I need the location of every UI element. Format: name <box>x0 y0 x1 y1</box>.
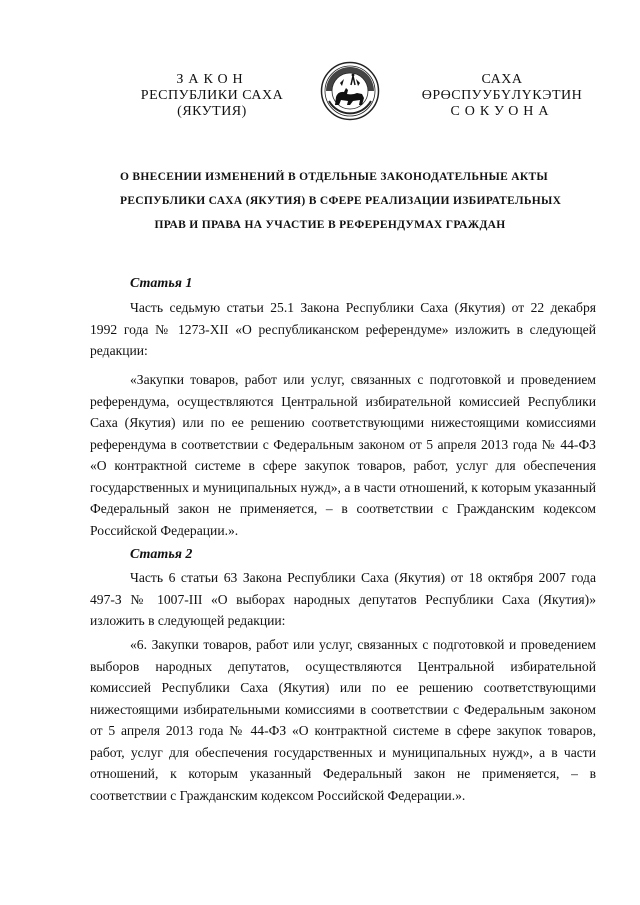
coat-of-arms-icon <box>320 61 380 121</box>
article-2-paragraph-2: «6. Закупки товаров, работ или услуг, связанных с подготовкой и проведением выборов народных депутатов, осуществляются Центральной избирательной комиссией Республики Саха (Якутия) или по ее решению соответствующими нижестоящими избирательными комиссиями в соответствии с Федеральным законом от 5 апреля 2013 года № 44-ФЗ «О контрактной системе в сфере закупок товаров, работ, услуг для обеспечения государственных и муниципальных нужд», а в части отношений, к которым указанный Федеральный закон не применяется, – в соответствии с Гражданским кодексом Российской Федерации.». <box>90 637 596 803</box>
article-2-heading: Статья 2 <box>130 547 193 562</box>
title-line-3: ПРАВ И ПРАВА НА УЧАСТИЕ В РЕФЕРЕНДУМАХ ГРАЖДАН <box>154 219 506 231</box>
article-1-paragraph-2: «Закупки товаров, работ или услуг, связанных с подготовкой и проведением референдума, осуществляются Центральной избирательной комиссией Республики Саха (Якутия) или по ее решению соответствующими нижестоящими комиссиями референдума в соответствии с Федеральным законом от 5 апреля 2013 года № 44-ФЗ «О контрактной системе в сфере закупок товаров, работ, услуг для обеспечения государственных и муниципальных нужд», а в части отношений, к которым указанный Федеральный закон не применяется, – в соответствии с Гражданским кодексом Российской Федерации.». <box>90 372 596 538</box>
law-header-yakut <box>402 72 602 120</box>
law-title <box>120 165 562 237</box>
article-1-heading: Статья 1 <box>130 276 193 291</box>
header-republic-name: РЕСПУБЛИКИ САХА (ЯКУТИЯ) <box>140 88 284 119</box>
header-law-word: ЗАКОН <box>176 72 248 87</box>
article-2-paragraph-1: Часть 6 статьи 63 Закона Республики Саха (Якутия) от 18 октября 2007 года 497-З № 1007-III «О выборах народных депутатов Республики Саха (Якутия)» изложить в следующей редакции: <box>90 570 596 628</box>
article-1-paragraph-1: Часть седьмую статьи 25.1 Закона Республики Саха (Якутия) от 22 декабря 1992 года № 1273-XII «О республиканском референдуме» изложить в следующей редакции: <box>90 300 596 358</box>
title-line-1: О ВНЕСЕНИИ ИЗМЕНЕНИЙ В ОТДЕЛЬНЫЕ ЗАКОНОДАТЕЛЬНЫЕ АКТЫ <box>120 171 549 183</box>
header-republic-name-yakut: САХА ӨРӨСПУУБҮЛҮКЭТИН <box>421 72 583 103</box>
law-header-russian <box>112 72 312 120</box>
header-law-word-yakut: СОКУОНА <box>450 104 554 119</box>
title-line-2: РЕСПУБЛИКИ САХА (ЯКУТИЯ) В СФЕРЕ РЕАЛИЗАЦИИ ИЗБИРАТЕЛЬНЫХ <box>120 195 562 207</box>
